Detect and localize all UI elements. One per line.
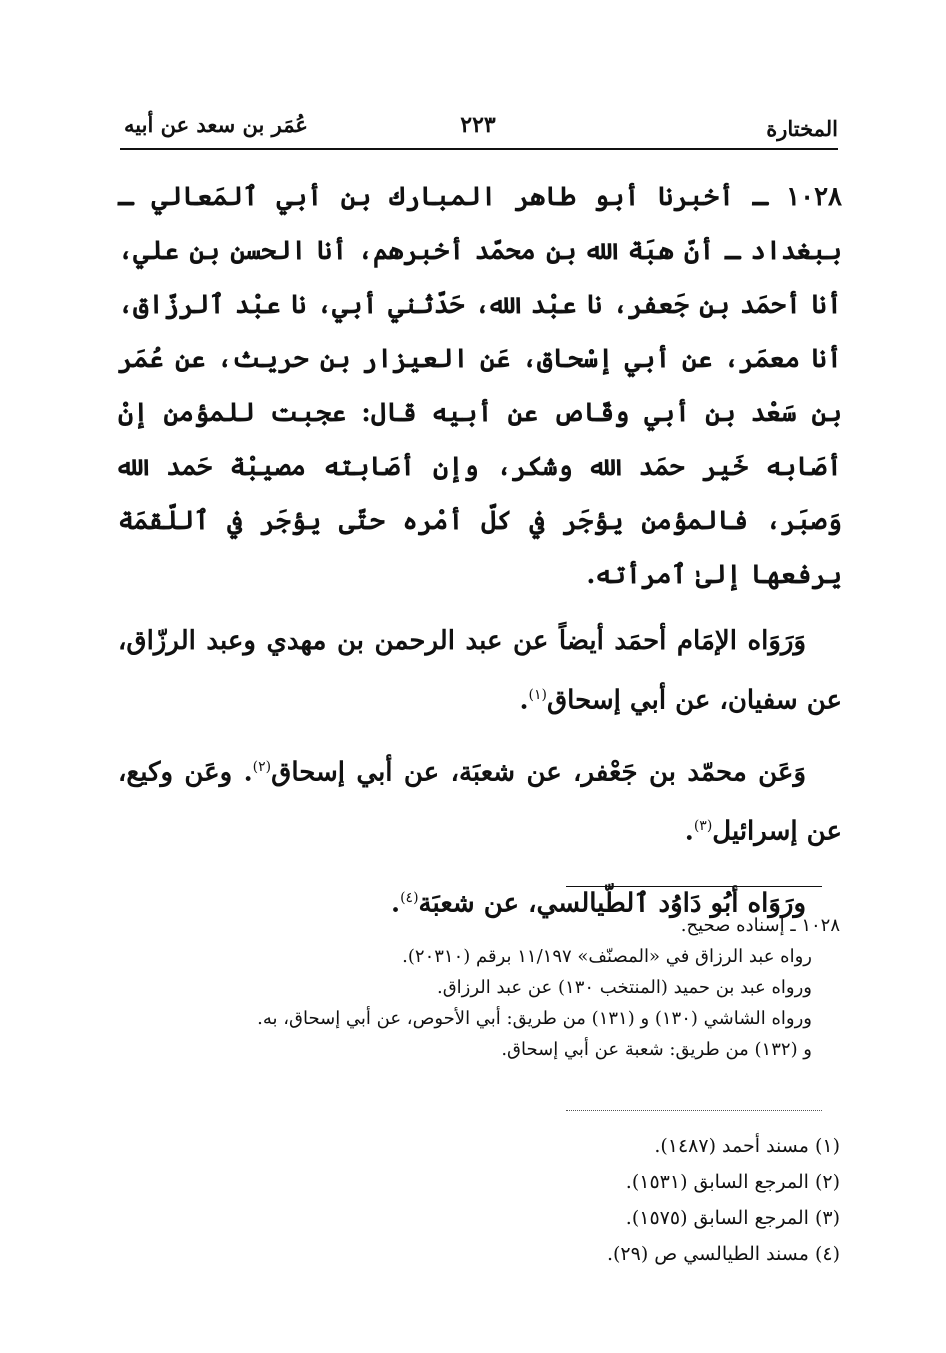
header-book-title: المختارة (766, 116, 838, 141)
footnote-ref: (٤) (400, 889, 419, 906)
header-chapter-title: عُمَر بن سعد عن أبيه (124, 112, 308, 137)
footnote-item: (٤) مسند الطيالسي ص (٢٩). (606, 1243, 840, 1265)
hadith-line: هبَة الله بن محمّد أخبرهم، أنا الحسن بن علي، أنا أحمَد بن جَعفر، (118, 236, 842, 320)
note-line: و (١٣٢) من طريق: شعبة عن أبي إسحاق. (501, 1039, 812, 1060)
narration-text: وَرَوَاه الإمَام أحمَد أيضاً عن عبد الرحمن بن مهدي وعبد الرزّاق، عن سفيان، عن أبي إسحاق (118, 626, 842, 716)
hadith-line: مصيبْة حَمد الله وَصبَر، فالمؤمن يؤجَر في كلّ أمْره حتّى يؤجَر في (118, 452, 842, 536)
footnote-dotted-separator (566, 1110, 822, 1111)
hadith-line: قال: عجبت للمؤمن إنْ أصَابه خَير حمَد الله وشكر، وإن أصَابته (118, 398, 842, 482)
narration-paragraph (118, 614, 842, 728)
hadith-line: ٱللّقمَة يرفعها إلىٰ ٱمرأته. (118, 506, 842, 590)
hadith-paragraph (118, 170, 842, 602)
note-heading: ١٠٢٨ ـ إسناده صحيح. (680, 915, 840, 936)
period: . (391, 888, 401, 919)
footnote-ref: (٢) (252, 758, 272, 775)
header-divider (120, 148, 838, 150)
footnote-item: (١) مسند أحمد (١٤٨٧). (654, 1135, 840, 1157)
hadith-line: عَن العيزار بن حريث، عن عُمَر بن سَعْد بن أبي وقّاص عن أبيه (118, 344, 842, 428)
narration-paragraph (118, 740, 842, 859)
footnote-ref: (١) (528, 687, 547, 703)
period: . (519, 685, 529, 716)
editor-notes (118, 910, 840, 1065)
footnotes (118, 1128, 840, 1272)
hadith-line: نا عبْد الله، حَدّثني أبي، نا عبْد ٱلرزّاق، أنا معمَر، عن أبي إسْحاق، (118, 290, 842, 374)
narration-text: . وعَن وكيع، عن إسرائيل (118, 757, 842, 847)
running-header (118, 104, 838, 148)
main-text (118, 170, 842, 931)
hadith-line: ١٠٢٨ ـ أخبرنا أبو طاهر المبارك بن أبي ٱلمَعالي ـ ببغداد ـ أنّ (118, 182, 842, 266)
note-line: ورواه عبد بن حميد (المنتخب ١٣٠) عن عبد الرزاق. (436, 977, 812, 998)
note-line: رواه عبد الرزاق في «المصنّف» ١١/١٩٧ برقم (٢٠٣١٠). (402, 946, 812, 967)
footnote-separator (566, 886, 822, 887)
footnote-item: (٢) المرجع السابق (١٥٣١). (625, 1171, 840, 1193)
period: . (684, 816, 694, 847)
note-line: ورواه الشاشي (١٣٠) و (١٣١) من طريق: أبي الأحوص، عن أبي إسحاق، به. (257, 1008, 812, 1029)
page-number: ٢٢٣ (460, 112, 496, 138)
footnote-ref: (٣) (693, 818, 713, 835)
footnote-item: (٣) المرجع السابق (١٥٧٥). (625, 1207, 840, 1229)
narration-text: ورَوَاه أبُو دَاوُد ٱلطّيالسي، عن شعبَة (418, 888, 806, 919)
narration-text: وَعَن محمّد بن جَعْفر، عن شعبَة، عن أبي إسحاق (271, 757, 806, 788)
